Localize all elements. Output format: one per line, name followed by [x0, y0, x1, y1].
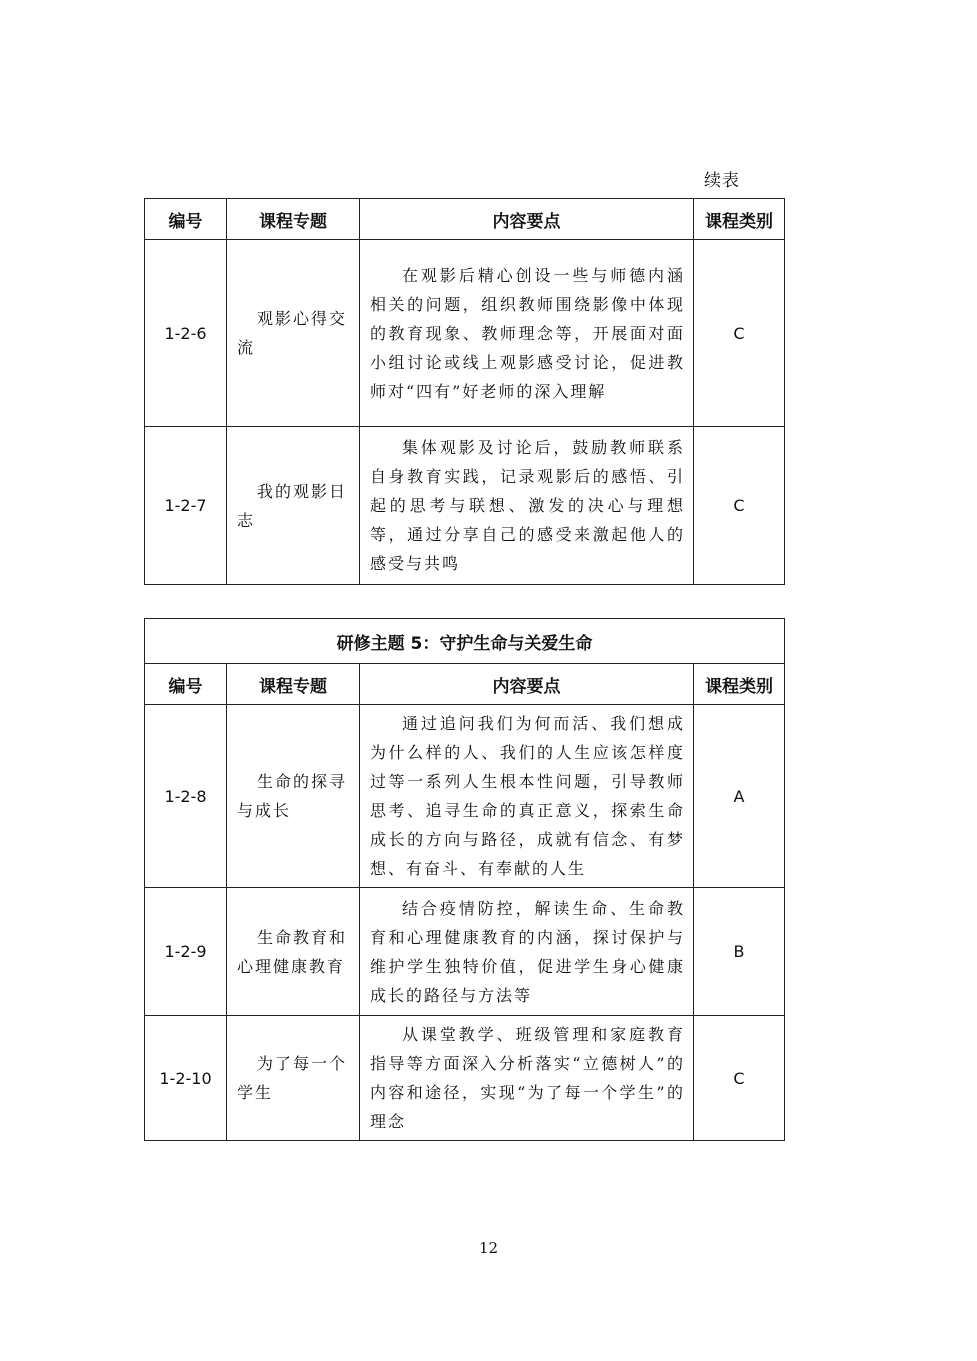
- row-category: A: [694, 705, 785, 888]
- course-table-continued: [144, 198, 785, 585]
- header-content: 内容要点: [360, 664, 694, 705]
- header-topic: 课程专题: [227, 199, 360, 240]
- course-table-theme-5: [144, 618, 785, 1141]
- row-category: C: [694, 240, 785, 427]
- header-code: 编号: [145, 664, 227, 705]
- row-content: 从课堂教学、班级管理和家庭教育指导等方面深入分析落实“立德树人”的内容和途径，实现“为了每一个学生”的理念: [360, 1016, 694, 1141]
- table-row: [145, 888, 785, 1016]
- table-row: [145, 705, 785, 888]
- row-topic: 我的观影日志: [227, 427, 360, 585]
- continued-label: 续表: [704, 171, 740, 191]
- row-content: 通过追问我们为何而活、我们想成为什么样的人、我们的人生应该怎样度过等一系列人生根本性问题，引导教师思考、追寻生命的真正意义，探索生命成长的方向与路径，成就有信念、有梦想、有奋斗、有奉献的人生: [360, 705, 694, 888]
- header-topic: 课程专题: [227, 664, 360, 705]
- table-title-row: [145, 619, 785, 664]
- header-category: 课程类别: [694, 664, 785, 705]
- row-content: 集体观影及讨论后，鼓励教师联系自身教育实践，记录观影后的感悟、引起的思考与联想、激发的决心与理想等，通过分享自己的感受来激起他人的感受与共鸣: [360, 427, 694, 585]
- header-content: 内容要点: [360, 199, 694, 240]
- table-row: [145, 240, 785, 427]
- theme-title: 研修主题 5：守护生命与关爱生命: [145, 619, 785, 664]
- table-header-row: [145, 199, 785, 240]
- row-topic: 生命教育和心理健康教育: [227, 888, 360, 1016]
- row-category: C: [694, 427, 785, 585]
- row-code: 1-2-9: [145, 888, 227, 1016]
- table-row: [145, 1016, 785, 1141]
- row-topic: 生命的探寻与成长: [227, 705, 360, 888]
- row-topic: 为了每一个学生: [227, 1016, 360, 1141]
- row-code: 1-2-8: [145, 705, 227, 888]
- table-header-row: [145, 664, 785, 705]
- table-row: [145, 427, 785, 585]
- row-topic: 观影心得交流: [227, 240, 360, 427]
- header-code: 编号: [145, 199, 227, 240]
- row-code: 1-2-10: [145, 1016, 227, 1141]
- row-category: C: [694, 1016, 785, 1141]
- header-category: 课程类别: [694, 199, 785, 240]
- row-code: 1-2-6: [145, 240, 227, 427]
- row-content: 在观影后精心创设一些与师德内涵相关的问题，组织教师围绕影像中体现的教育现象、教师理念等，开展面对面小组讨论或线上观影感受讨论，促进教师对“四有”好老师的深入理解: [360, 240, 694, 427]
- row-content: 结合疫情防控，解读生命、生命教育和心理健康教育的内涵，探讨保护与维护学生独特价值，促进学生身心健康成长的路径与方法等: [360, 888, 694, 1016]
- row-code: 1-2-7: [145, 427, 227, 585]
- row-category: B: [694, 888, 785, 1016]
- page-number: 12: [478, 1239, 499, 1257]
